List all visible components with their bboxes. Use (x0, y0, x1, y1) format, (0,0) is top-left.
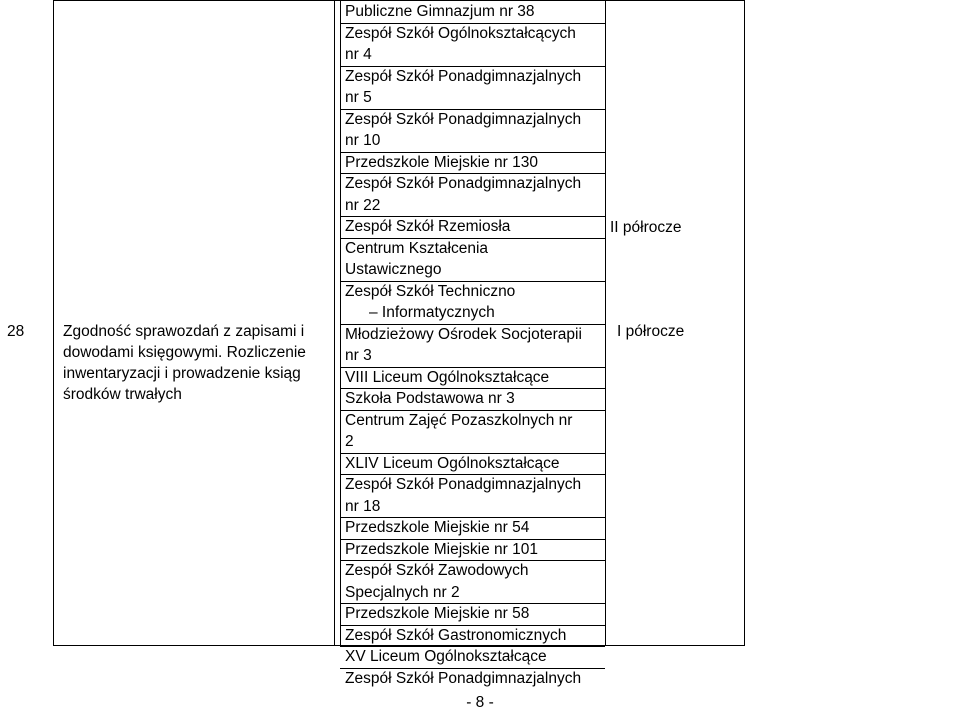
unit-entry-line: nr 18 (345, 497, 381, 515)
unit-entry-line: Szkoła Podstawowa nr 3 (345, 390, 515, 407)
unit-entry-line: Specjalnych nr 2 (345, 583, 460, 601)
unit-entry (345, 173, 581, 216)
unit-entry (345, 668, 581, 690)
column-border-period (744, 0, 745, 646)
unit-entry-line: XLIV Liceum Ogólnokształcące (345, 454, 560, 472)
column-border-number (53, 0, 54, 646)
description-line: środków trwałych (63, 386, 182, 403)
description-line: Zgodność sprawozdań z zapisami i (63, 323, 305, 340)
unit-entry-line: Przedszkole Miejskie nr 130 (345, 153, 538, 171)
description-line: dowodami księgowymi. Rozliczenie (63, 344, 306, 361)
unit-entry (345, 23, 576, 66)
unit-entry-line: Ustawicznego (345, 261, 442, 278)
unit-entry (345, 324, 582, 367)
unit-entry-line: nr 4 (345, 46, 372, 63)
unit-entry-line: Zespół Szkół Zawodowych (345, 562, 529, 579)
unit-entry-line: Przedszkole Miejskie nr 54 (345, 519, 530, 536)
unit-entry-line: Młodzieżowy Ośrodek Socjoterapii (345, 325, 582, 343)
unit-entry-line: 2 (345, 433, 354, 450)
unit-entry-line: Publiczne Gimnazjum nr 38 (345, 3, 535, 20)
unit-entry (345, 367, 549, 389)
column-border-units-right (605, 0, 606, 646)
unit-entry-line: Zespół Szkół Gastronomicznych (345, 626, 567, 644)
unit-entry (345, 152, 538, 174)
unit-entry-line: nr 10 (345, 132, 381, 149)
unit-entry (345, 216, 510, 238)
unit-entry (345, 1, 535, 23)
unit-entry-line: Zespół Szkół Rzemiosła (345, 218, 511, 235)
unit-entry-line: nr 5 (345, 89, 372, 106)
unit-entry (345, 539, 538, 561)
unit-entry-line: Zespół Szkół Ponadgimnazjalnych (345, 476, 582, 493)
unit-entry (345, 646, 547, 668)
unit-entry (345, 625, 566, 647)
unit-entry-line: Przedszkole Miejskie nr 58 (345, 605, 530, 622)
unit-entry-line: Zespół Szkół Ponadgimnazjalnych (345, 110, 582, 128)
unit-entry (345, 238, 488, 281)
unit-entry (345, 474, 581, 517)
unit-entry-line: Centrum Zajęć Pozaszkolnych nr (345, 411, 573, 429)
unit-entry (345, 410, 572, 453)
unit-entry (345, 560, 529, 603)
unit-entry-line: Zespół Szkół Techniczno (345, 282, 516, 300)
unit-entry (345, 66, 581, 109)
description-line: inwentaryzacji i prowadzenie ksiąg (63, 365, 301, 382)
unit-entry-line: nr 22 (345, 196, 381, 214)
unit-entry-line: – Informatycznych (369, 304, 495, 321)
unit-entry (345, 281, 515, 324)
page-number: - 8 - (466, 694, 494, 711)
unit-entry-line: nr 3 (345, 347, 372, 364)
unit-entry-line: Centrum Kształcenia (345, 239, 489, 257)
row-number: 28 (7, 323, 25, 340)
unit-entry (345, 109, 581, 152)
unit-entry-line: Zespół Szkół Ponadgimnazjalnych (345, 67, 582, 85)
period-second-half: II półrocze (610, 219, 682, 236)
unit-entry (345, 388, 515, 410)
column-border-description (334, 0, 335, 646)
unit-entry (345, 603, 529, 625)
unit-entry-line: Zespół Szkół Ogólnokształcących (345, 24, 576, 42)
unit-entry-line: VIII Liceum Ogólnokształcące (345, 368, 550, 386)
period-first-half: I półrocze (617, 323, 685, 340)
row-description (63, 321, 306, 406)
unit-entry-line: Przedszkole Miejskie nr 101 (345, 540, 538, 558)
unit-entry-line: Zespół Szkół Ponadgimnazjalnych (345, 669, 582, 687)
unit-entry (345, 517, 529, 539)
unit-entry-line: Zespół Szkół Ponadgimnazjalnych (345, 175, 582, 192)
unit-entry (345, 453, 560, 475)
unit-entry-line: XV Liceum Ogólnokształcące (345, 648, 547, 665)
